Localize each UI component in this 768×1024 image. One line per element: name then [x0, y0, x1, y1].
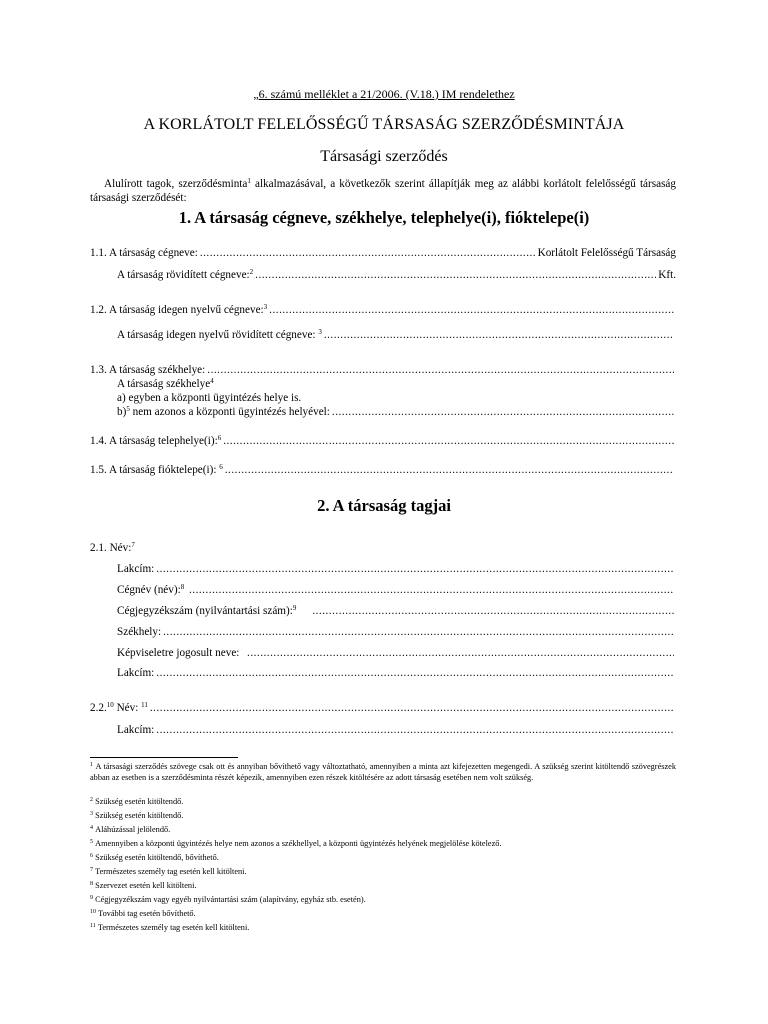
section-1-heading: 1. A társaság cégneve, székhelye, telephelye(i), fióktelepe(i)	[178, 208, 590, 227]
field-foreign-company-name	[90, 303, 676, 317]
label-text: Képviseletre jogosult neve:	[117, 647, 240, 659]
field-label: Székhely:	[117, 626, 162, 638]
footnote-text: A társasági szerződés szövege csak ott és annyiban bővíthető vagy változtatható, amennyiben a minta azt kifejezetten megengedi. A szükség szerint kitöltendő szövegrészek abban az esetben is a szerződésminta részét képezik, amennyiben ezen részek kitöltésére az adott társaság esetében nem volt szükség.	[90, 762, 676, 782]
footnote-ref: 10	[106, 701, 114, 709]
dotted-fill-line[interactable]	[269, 303, 674, 317]
footnote-4	[90, 825, 676, 836]
footnote-8	[90, 881, 676, 892]
footnote-text: Szükség esetén kitöltendő.	[95, 811, 184, 820]
field-member-representative	[117, 646, 676, 660]
footnote-text: Szervezet esetén kell kitölteni.	[95, 881, 197, 890]
footnote-number: 1	[90, 762, 93, 768]
footnote-number: 2	[90, 797, 93, 803]
field-label	[117, 328, 322, 342]
footnote-number: 9	[90, 895, 93, 901]
field-short-company-name	[117, 268, 676, 282]
footnote-text: Amennyiben a központi ügyintézés helye nem azonos a székhellyel, a központi ügyintézés helyének megjelölése kötelező.	[95, 839, 502, 848]
intro-paragraph	[90, 177, 676, 205]
footnote-ref: 9	[292, 604, 297, 612]
footnote-number: 10	[90, 909, 96, 915]
field-member-company-name	[117, 583, 676, 597]
field-member-registry-number	[117, 604, 676, 618]
footnote-ref: 3	[318, 328, 322, 336]
footnote-7	[90, 867, 676, 878]
footnote-ref: 1	[247, 177, 251, 185]
field-label: Lakcím:	[117, 563, 155, 575]
dotted-fill-line[interactable]	[324, 328, 674, 342]
label-text: Cégjegyzékszám (nyilvántartási szám):	[117, 605, 293, 617]
footnote-ref: 7	[131, 541, 135, 549]
footnote-ref: 6	[217, 434, 222, 442]
field-representative-address	[117, 666, 676, 680]
field-member-address	[117, 562, 676, 576]
field-member-2-address	[117, 723, 676, 737]
dotted-fill-line[interactable]	[163, 625, 674, 639]
dotted-fill-line[interactable]	[332, 405, 674, 419]
label-text: Cégnév (név):	[117, 584, 181, 596]
dotted-fill-line[interactable]	[223, 434, 674, 448]
seat-option-heading	[117, 377, 214, 391]
member-1-name-label	[90, 541, 135, 555]
field-label	[117, 583, 187, 597]
dotted-fill-line[interactable]	[156, 562, 674, 576]
annex-quote: „	[253, 87, 259, 101]
footnote-2	[90, 797, 676, 808]
dotted-fill-line[interactable]	[255, 268, 656, 282]
field-label: 1.3. A társaság székhelye:	[90, 364, 206, 376]
document-title: A KORLÁTOLT FELELŐSSÉGŰ TÁRSASÁG SZERZŐDÉSMINTÁJA	[143, 116, 625, 133]
field-value: Kft.	[658, 269, 676, 281]
footnote-number: 4	[90, 825, 93, 831]
dotted-fill-line[interactable]	[247, 646, 674, 660]
field-label	[90, 434, 221, 448]
field-sites	[90, 434, 676, 448]
field-label	[90, 701, 148, 715]
footnote-6	[90, 853, 676, 864]
field-value: Korlátolt Felelősségű Társaság	[537, 247, 676, 259]
footnote-number: 7	[90, 867, 93, 873]
footnote-10	[90, 909, 676, 920]
label-text: A társaság rövidített cégneve:	[117, 269, 250, 281]
field-label: 1.1. A társaság cégneve:	[90, 247, 198, 259]
footnote-ref: 8	[180, 583, 185, 591]
footnote-text: Szükség esetén kitöltendő.	[95, 797, 184, 806]
option-prefix: b)	[117, 406, 127, 418]
label-text: 2.1. Név:	[90, 542, 132, 554]
footnote-11	[90, 923, 676, 934]
footnote-ref: 4	[210, 377, 214, 385]
footnote-number: 3	[90, 811, 93, 817]
footnote-3	[90, 811, 676, 822]
seat-option-a[interactable]: a) egyben a központi ügyintézés helye is.	[117, 392, 302, 404]
field-label	[117, 646, 245, 660]
section-2-heading: 2. A társaság tagjai	[317, 496, 451, 515]
annex-reference	[0, 87, 768, 101]
label-text: 1.4. A társaság telephelye(i):	[90, 435, 218, 447]
label-text: A társaság székhelye	[117, 378, 211, 390]
dotted-fill-line[interactable]	[207, 363, 674, 377]
field-label	[90, 303, 267, 317]
footnote-ref: 5	[126, 405, 130, 413]
dotted-fill-line[interactable]	[156, 723, 674, 737]
footnote-5	[90, 839, 676, 850]
dotted-fill-line[interactable]	[312, 604, 674, 618]
field-foreign-short-name	[117, 328, 676, 342]
dotted-fill-line[interactable]	[225, 463, 674, 477]
footnote-number: 11	[90, 923, 96, 929]
footnote-text: Cégjegyzékszám vagy egyéb nyilvántartási szám (alapítvány, egyház stb. esetén).	[95, 895, 366, 904]
dotted-fill-line[interactable]	[200, 246, 536, 260]
label-text: A társaság idegen nyelvű rövidített cégneve:	[117, 329, 316, 341]
label-text: nem azonos a központi ügyintézés helyével:	[129, 406, 330, 418]
intro-text-1: Alulírott tagok, szerződésminta	[104, 178, 248, 190]
document-subtitle: Társasági szerződés	[320, 148, 448, 165]
footnote-ref: 3	[263, 303, 268, 311]
field-label	[90, 463, 223, 477]
dotted-fill-line[interactable]	[150, 701, 674, 715]
field-member-seat	[117, 625, 676, 639]
footnote-ref: 6	[219, 463, 223, 471]
field-label	[117, 268, 253, 282]
footnote-number: 6	[90, 853, 93, 859]
footnote-ref: 11	[141, 701, 148, 709]
field-registered-seat	[90, 363, 676, 377]
footnote-9	[90, 895, 676, 906]
footnote-text: Aláhúzással jelölendő.	[95, 825, 171, 834]
footnote-text: További tag esetén bővíthető.	[98, 909, 196, 918]
label-text: Név:	[113, 702, 139, 714]
footnote-1	[90, 762, 676, 783]
field-member-2-name	[90, 701, 676, 715]
annex-text: 6. számú melléklet a 21/2006. (V.18.) IM rendelethez	[258, 87, 515, 101]
label-prefix: 2.2.	[90, 702, 107, 714]
footnote-text: Szükség esetén kitöltendő, bővíthető.	[95, 853, 219, 862]
label-text: 1.5. A társaság fióktelepe(i):	[90, 464, 217, 476]
field-label[interactable]	[117, 405, 330, 419]
seat-option-b	[117, 405, 676, 419]
field-label	[117, 604, 310, 618]
footnote-text: Természetes személy tag esetén kell kitölteni.	[97, 923, 250, 932]
footnote-ref: 2	[249, 268, 254, 276]
footnote-separator	[90, 757, 238, 758]
dotted-fill-line[interactable]	[189, 583, 674, 597]
footnote-text: Természetes személy tag esetén kell kitölteni.	[95, 867, 247, 876]
label-text: 1.2. A társaság idegen nyelvű cégneve:	[90, 304, 264, 316]
dotted-fill-line[interactable]	[156, 666, 674, 680]
footnote-number: 5	[90, 839, 93, 845]
field-branches	[90, 463, 676, 477]
intro-text-2: alkalmazásával, a következők szerint állapítják meg az alábbi korlátolt felelősségű társaság társasági szerződését:	[90, 178, 676, 204]
field-label: Lakcím:	[117, 667, 155, 679]
field-company-name	[90, 246, 676, 260]
field-label: Lakcím:	[117, 724, 155, 736]
footnote-number: 8	[90, 881, 93, 887]
